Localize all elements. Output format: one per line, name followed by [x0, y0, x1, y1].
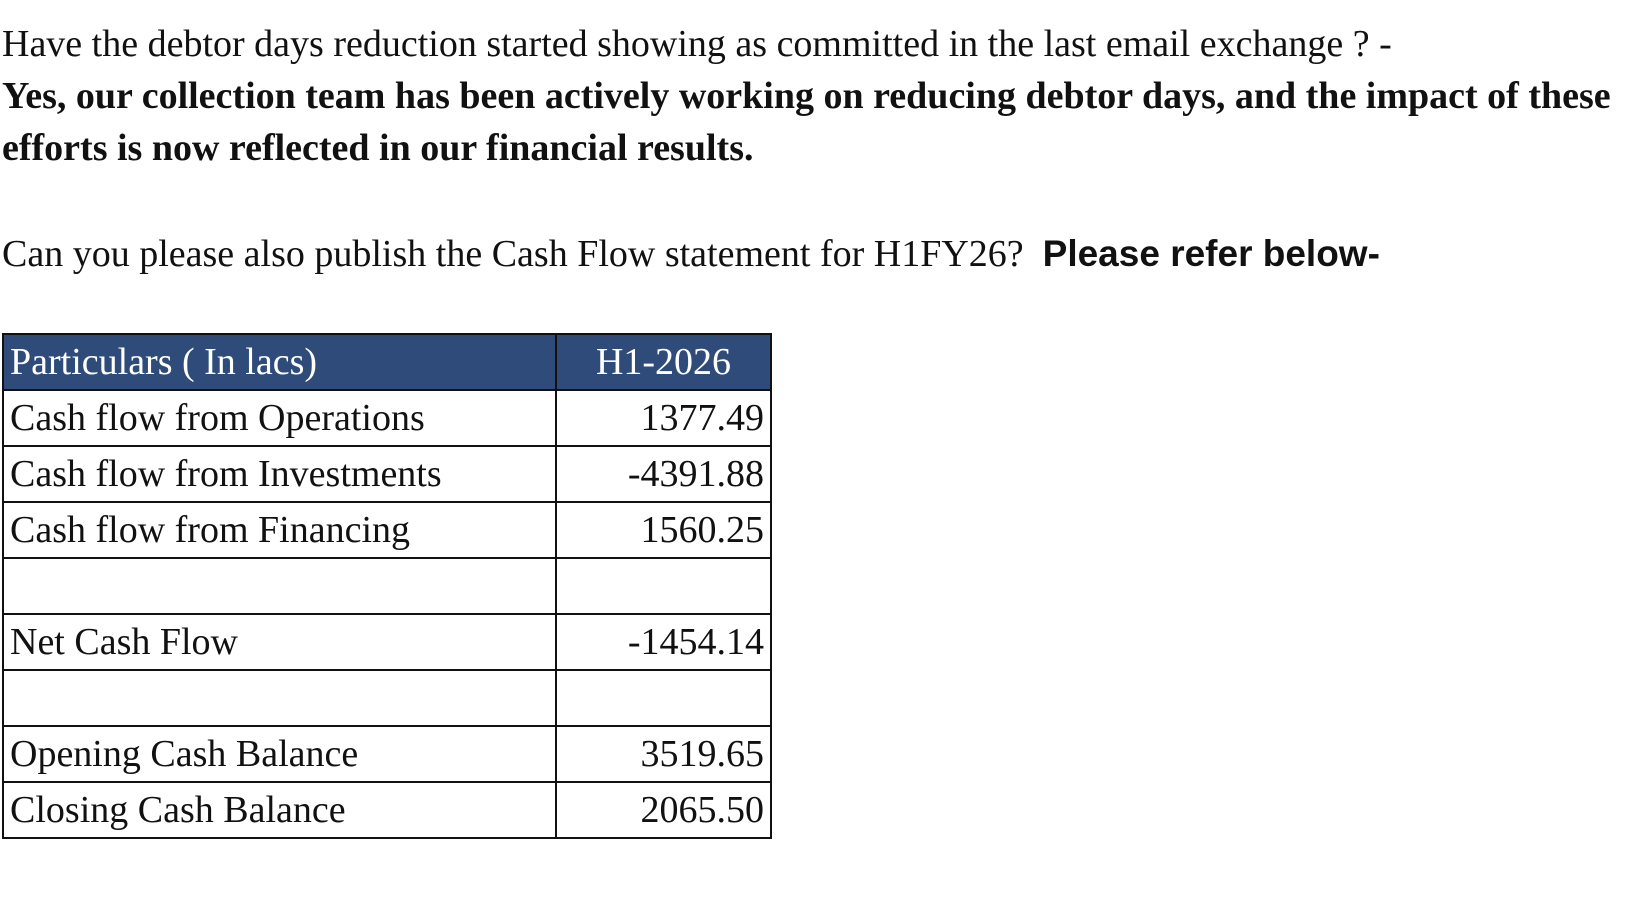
header-particulars: Particulars ( In lacs)	[3, 334, 556, 390]
table-header-row	[3, 334, 771, 390]
row-value: 3519.65	[556, 726, 771, 782]
row-value: -4391.88	[556, 446, 771, 502]
row-value: -1454.14	[556, 614, 771, 670]
row-label	[3, 558, 556, 614]
row-label: Cash flow from Investments	[3, 446, 556, 502]
row-label: Net Cash Flow	[3, 614, 556, 670]
row-label: Closing Cash Balance	[3, 782, 556, 838]
question-cash-flow: Can you please also publish the Cash Flow statement for H1FY26?	[2, 233, 1024, 275]
row-label: Cash flow from Financing	[3, 502, 556, 558]
qa-cash-flow	[2, 228, 1380, 280]
row-label: Cash flow from Operations	[3, 390, 556, 446]
row-value: 2065.50	[556, 782, 771, 838]
table-row	[3, 614, 771, 670]
answer-cash-flow: Please refer below-	[1042, 233, 1380, 274]
table-row-empty	[3, 558, 771, 614]
row-value: 1377.49	[556, 390, 771, 446]
qa-debtor-days	[2, 18, 1627, 174]
row-value: 1560.25	[556, 502, 771, 558]
row-label: Opening Cash Balance	[3, 726, 556, 782]
row-value	[556, 670, 771, 726]
table-row	[3, 446, 771, 502]
table-row	[3, 726, 771, 782]
table-row-empty	[3, 670, 771, 726]
table-row	[3, 502, 771, 558]
header-period: H1-2026	[556, 334, 771, 390]
table-row	[3, 782, 771, 838]
answer-debtor-days: Yes, our collection team has been actively working on reducing debtor days, and the impact of these efforts is now reflected in our financial results.	[2, 75, 1611, 169]
table-row	[3, 390, 771, 446]
cash-flow-table	[2, 333, 772, 839]
question-debtor-days: Have the debtor days reduction started showing as committed in the last email exchange ? -	[2, 23, 1392, 65]
row-label	[3, 670, 556, 726]
row-value	[556, 558, 771, 614]
